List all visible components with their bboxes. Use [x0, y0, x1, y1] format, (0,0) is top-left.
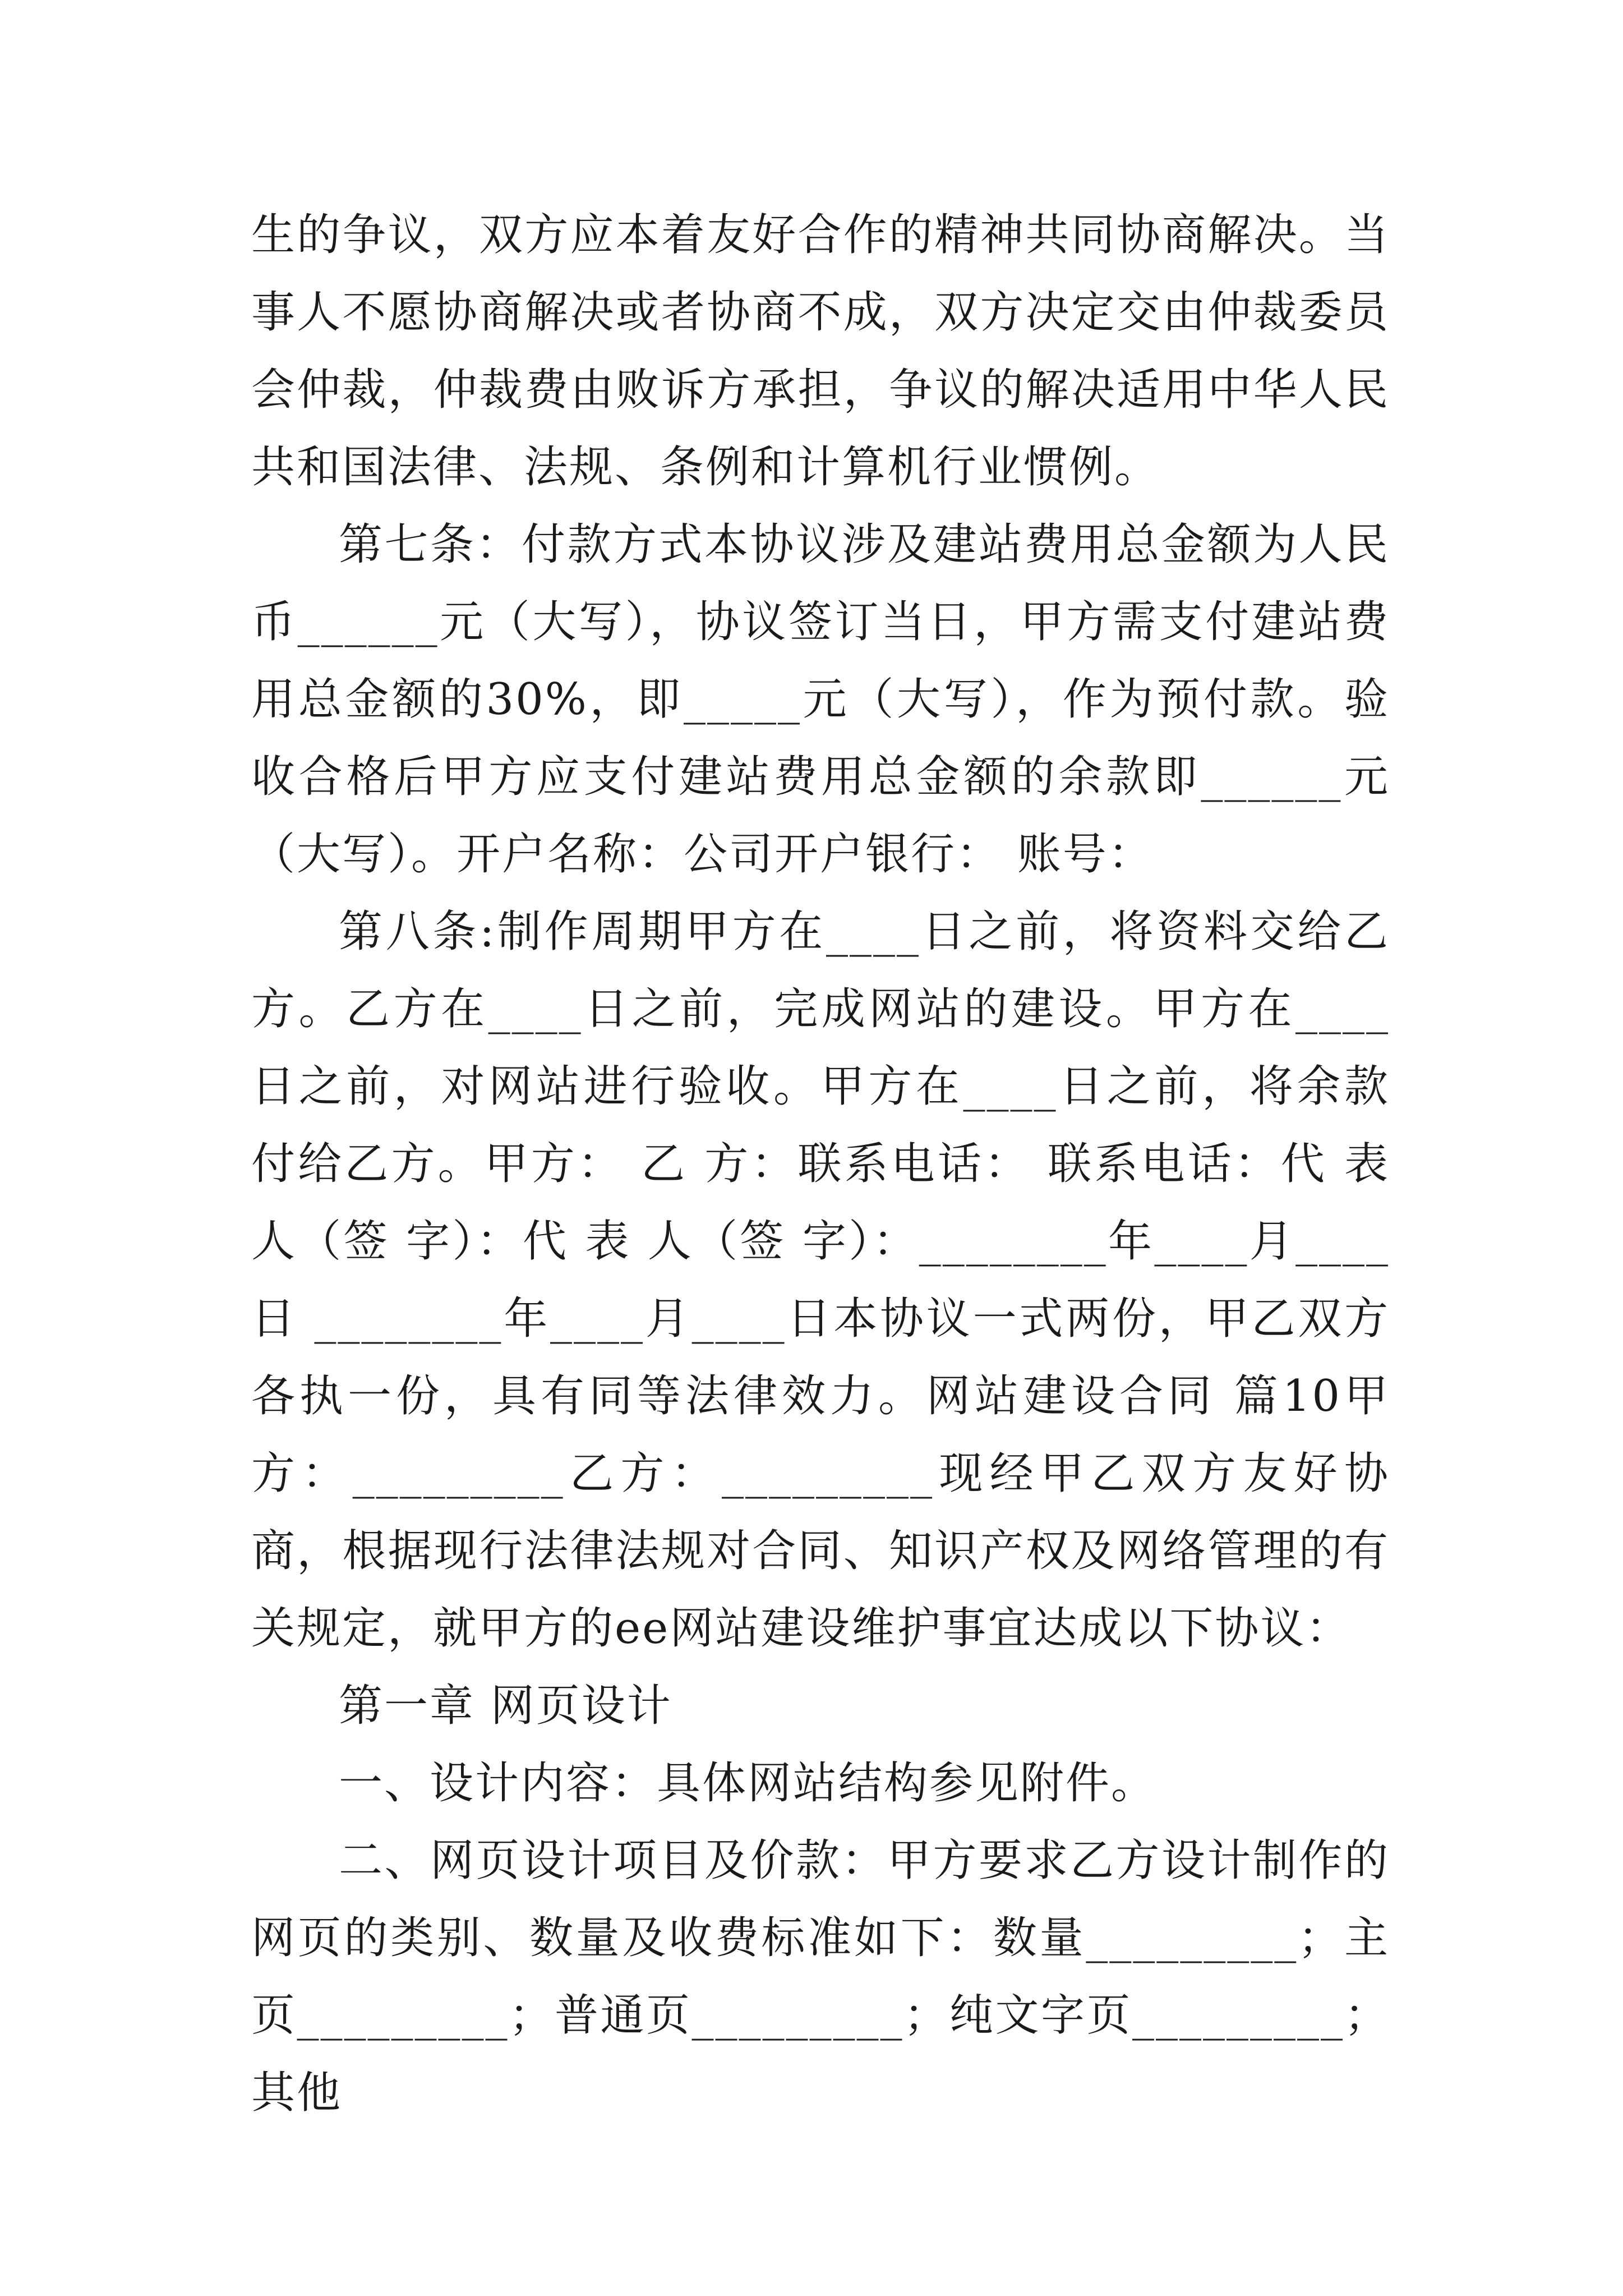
- paragraph-article-8-schedule: 第八条:制作周期甲方在____日之前，将资料交给乙方。乙方在____日之前，完成网站的建设。甲方在____日之前，对网站进行验收。甲方在____日之前，将余款付给乙方。甲方： 乙 方：联系电话： 联系电话：代 表 人（签 字）：代 表 人（签 字）：________年____月____日 ________年____月____日本协议一式两份，甲乙双方各执一份，具有同等法律效力。网站建设合同 篇10甲方：_________乙方：_________现经甲乙双方友好协商，根据现行法律法规对合同、知识产权及网络管理的有关规定，就甲方的ee网站建设维护事宜达成以下协议：: [251, 907, 1390, 1654]
- paragraph-design-pricing: 二、网页设计项目及价款：甲方要求乙方设计制作的网页的类别、数量及收费标准如下：数量_________；主页_________；普通页_________；纯文字页_________；其他: [251, 1835, 1390, 2118]
- paragraph-design-content: 一、设计内容：具体网站结构参见附件。: [339, 1758, 1157, 1809]
- paragraph-dispute-resolution: 生的争议，双方应本着友好合作的精神共同协商解决。当事人不愿协商解决或者协商不成，双方决定交由仲裁委员会仲裁，仲裁费由败诉方承担，争议的解决适用中华人民共和国法律、法规、条例和计算机行业惯例。: [251, 210, 1390, 493]
- paragraph-chapter-1-heading: 第一章 网页设计: [339, 1681, 672, 1731]
- document-body: [251, 196, 1390, 2132]
- paragraph-article-7-payment: 第七条：付款方式本协议涉及建站费用总金额为人民币______元（大写），协议签订当日，甲方需支付建站费用总金额的30%，即_____元（大写），作为预付款。验收合格后甲方应支付建站费用总金额的余款即______元（大写）。开户名称：公司开户银行： 账号：: [251, 519, 1390, 880]
